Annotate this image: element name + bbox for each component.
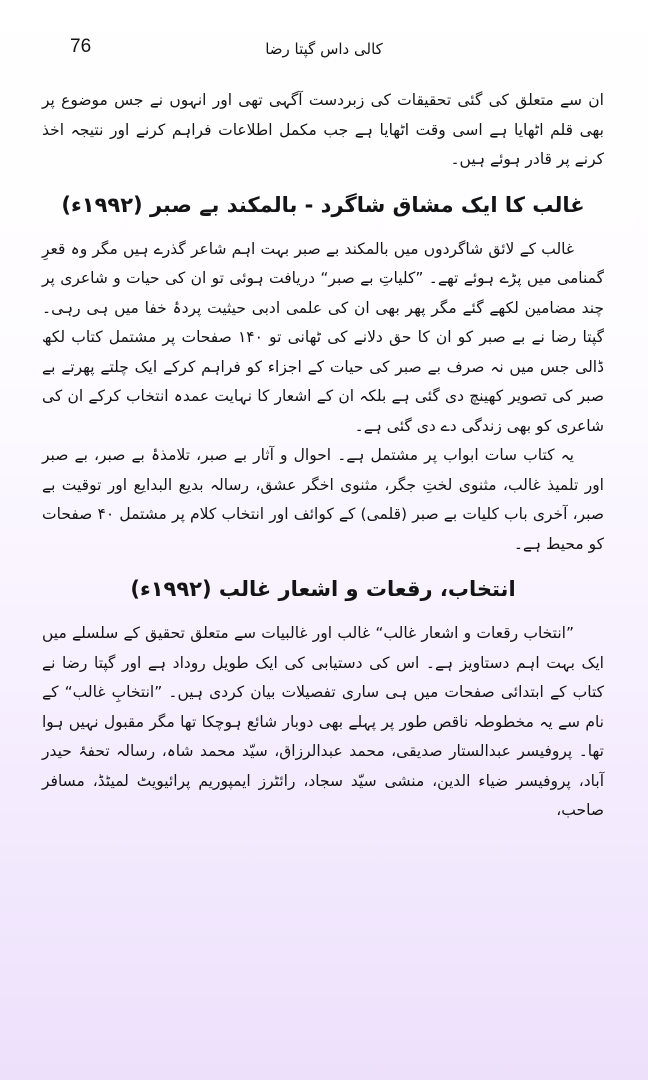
intro-paragraph: ان سے متعلق کی گئی تحقیقات کی زبردست آگہی تھی اور انہوں نے جس موضوع پر بھی قلم اٹھایا ہے اسی وقت اٹھایا ہے جب مکمل اطلاعات فراہم کرنے اور نتیجہ اخذ کرنے پر قادر ہوئے ہیں۔ — [42, 91, 604, 168]
body-text — [42, 86, 604, 826]
section-heading-intikhab: انتخاب، رقعات و اشعار غالب (۱۹۹۲ء) — [130, 577, 516, 601]
page-number: 76 — [70, 36, 92, 57]
running-title: کالی داس گپتا رضا — [265, 40, 383, 58]
running-head — [70, 36, 578, 70]
section-heading-be-sabr: غالب کا ایک مشاق شاگرد - بالمکند بے صبر (۱۹۹۲ء) — [61, 192, 585, 217]
paragraph-be-sabr-2: یہ کتاب سات ابواب پر مشتمل ہے۔ احوال و آثار بے صبر، تلامذۂ بے صبر، بے صبر اور تلمیذ غالب، مثنوی لختِ جگر، مثنوی اخگر عشق، رسالہ بدیع البدایع اور توقیت بے صبر، آخری باب کلیات بے صبر (قلمی) کے کوائف اور انتخاب کلام پر مشتمل ۴۰ صفحات کو محیط ہے۔ — [42, 446, 604, 553]
paragraph-be-sabr-1: غالب کے لائق شاگردوں میں بالمکند بے صبر بہت اہم شاعر گذرے ہیں مگر وہ قعرِ گمنامی میں پڑے ہوئے تھے۔ ”کلیاتِ بے صبر“ دریافت ہوئی تو ان کی حیات و شاعری پر چند مضامین لکھے گئے مگر پھر بھی ان کی علمی ادبی حیثیت پردۂ خفا میں ہی رہی۔ گپتا رضا نے بے صبر کو ان کا حق دلانے کی ٹھانی تو ۱۴۰ صفحات پر مشتمل کتاب لکھ ڈالی جس میں نہ صرف بے صبر کی حیات کے اجزاء کو فراہم کرکے ایک چلتے پھرتے بے صبر کی تصویر کھینچ دی گئی ہے بلکہ ان کے اشعار کا نہایت عمدہ انتخاب کرکے ان کی شاعری کو بھی زندگی دے دی گئی ہے۔ — [42, 239, 605, 435]
paragraph-intikhab: ”انتخاب رقعات و اشعار غالب“ غالب اور غالبیات سے متعلق تحقیق کے سلسلے میں ایک بہت اہم دستاویز ہے۔ اس کی دستیابی کی ایک طویل روداد ہے اور گپتا رضا نے کتاب کے ابتدائی صفحات میں ہی ساری تفصیلات بیان کردی ہیں۔ ”انتخابِ غالب“ کے نام سے یہ مخطوطہ ناقص طور پر پہلے بھی دوبار شائع ہوچکا تھا مگر مقبول نہیں ہوا تھا۔ پروفیسر عبدالستار صدیقی، محمد عبدالرزاق، سیّد محمد شاہ، رسالہ تحفۂ حیدر آباد، پروفیسر ضیاء الدین، منشی سیّد سجاد، رائٹرز ایمپوریم پرائیویٹ لمیٹڈ، مسافر صاحب، — [42, 624, 604, 819]
